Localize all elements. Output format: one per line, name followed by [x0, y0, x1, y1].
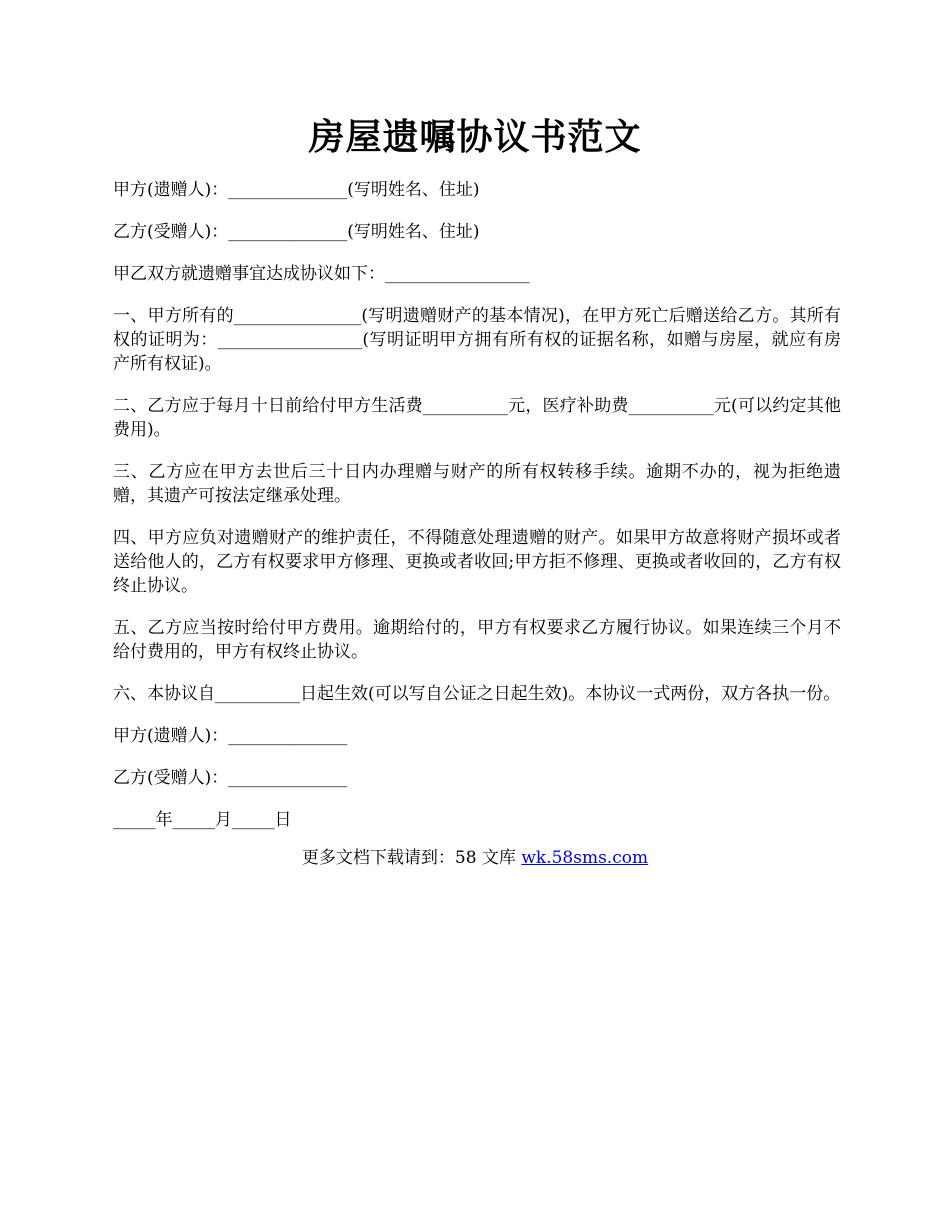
signature-party-a: 甲方(遗赠人)：______________ [113, 726, 348, 746]
agreement-intro: 甲乙双方就遗赠事宜达成协议如下：_________________ [113, 264, 530, 284]
clause-4: 四、甲方应负对遗赠财产的维护责任，不得随意处理遗赠的财产。如果甲方故意将财产损坏或者送给他人的，乙方有权要求甲方修理、更换或者收回;甲方拒不修理、更换或者收回的，乙方有权终止协议。 [113, 528, 841, 596]
footer-text: 更多文档下载请到：58 文库 [301, 848, 522, 868]
clause-5: 五、乙方应当按时给付甲方费用。逾期给付的，甲方有权要求乙方履行协议。如果连续三个月不给付费用的，甲方有权终止协议。 [113, 618, 841, 662]
document-title: 房屋遗嘱协议书范文 [308, 116, 642, 158]
clause-2: 二、乙方应于每月十日前给付甲方生活费__________元，医疗补助费__________元(可以约定其他费用)。 [113, 396, 841, 440]
party-a-line: 甲方(遗赠人)：______________(写明姓名、住址) [113, 180, 480, 200]
signature-date: _____年_____月_____日 [113, 810, 292, 830]
footer-link[interactable]: wk.58sms.com [521, 848, 649, 868]
signature-party-b: 乙方(受赠人)：______________ [113, 768, 348, 788]
download-footer [0, 846, 950, 870]
document-body [113, 178, 841, 850]
clause-1: 一、甲方所有的_______________(写明遗赠财产的基本情况)，在甲方死亡后赠送给乙方。其所有权的证明为：_________________(写明证明甲方拥有所有权的证据名称，如赠与房屋，就应有房产所有权证)。 [113, 306, 841, 374]
party-b-line: 乙方(受赠人)：______________(写明姓名、住址) [113, 222, 480, 242]
clause-3: 三、乙方应在甲方去世后三十日内办理赠与财产的所有权转移手续。逾期不办的，视为拒绝遗赠，其遗产可按法定继承处理。 [113, 462, 841, 506]
clause-6: 六、本协议自__________日起生效(可以写自公证之日起生效)。本协议一式两份，双方各执一份。 [113, 684, 841, 704]
